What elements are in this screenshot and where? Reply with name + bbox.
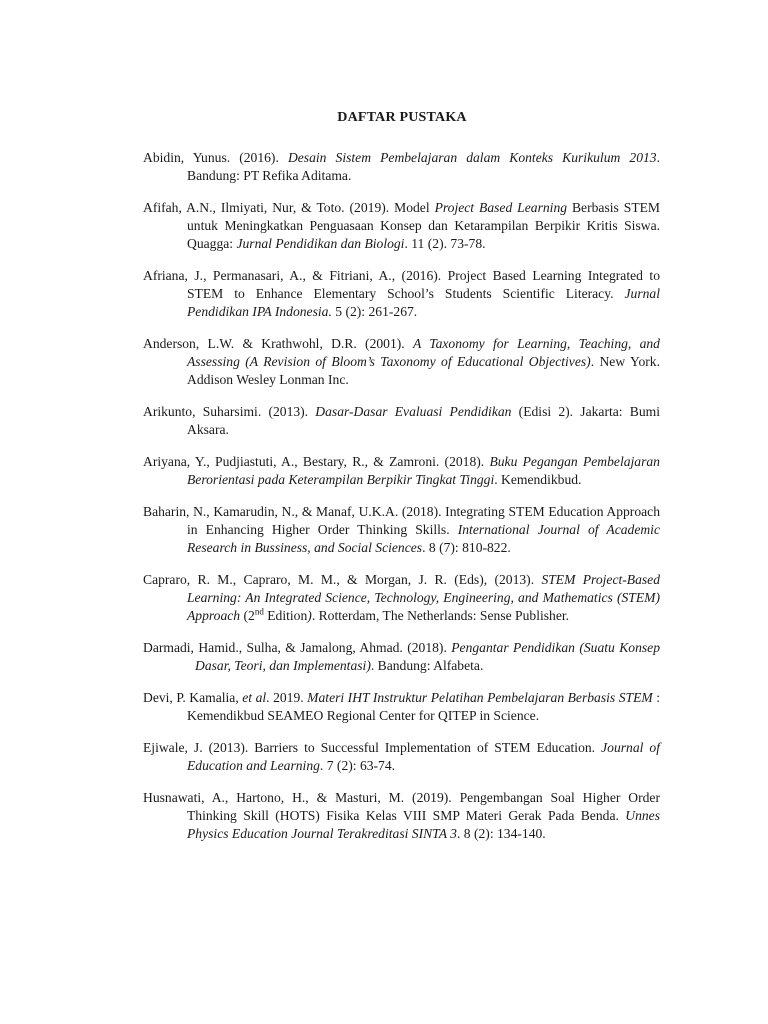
reference-italic-text: International Journal of Academic Research in Bussiness, and Social Sciences (187, 522, 660, 555)
reference-italic-text: Unnes Physics Education Journal Terakreditasi SINTA 3 (187, 808, 660, 841)
reference-italic-text: Journal of Education and Learning (187, 740, 660, 773)
reference-italic-text: Buku Pegangan Pembelajaran Berorientasi pada Keterampilan Berpikir Tingkat Tinggi (187, 454, 660, 487)
reference-entry (143, 335, 660, 389)
reference-entry (143, 199, 660, 253)
reference-entry (143, 639, 660, 675)
reference-text: Edition (263, 608, 308, 623)
reference-text: Darmadi, Hamid., Sulha, & Jamalong, Ahmad. (2018). (143, 640, 452, 655)
reference-superscript: nd (254, 606, 264, 617)
reference-text: . New York. Addison Wesley Lonman Inc. (187, 354, 660, 387)
reference-entry (143, 739, 660, 775)
reference-entry (143, 503, 660, 557)
reference-text: . Bandung: PT Refika Aditama. (187, 150, 660, 183)
reference-text: . 8 (7): 810-822. (422, 540, 511, 555)
reference-italic-text: ) (307, 608, 312, 623)
reference-text: Husnawati, A., Hartono, H., & Masturi, M. (2019). Pengembangan Soal Higher Order Thinking Skill (HOTS) Fisika Kelas VIII SMP Materi Gerak Pada Benda. (143, 790, 660, 823)
reference-text: . 8 (2): 134-140. (456, 826, 546, 841)
reference-italic-text: Jurnal Pendidikan dan Biologi (236, 236, 405, 251)
reference-text: : Kemendikbud SEAMEO Regional Center for QITEP in Science. (187, 690, 660, 723)
reference-text: . Kemendikbud. (494, 472, 582, 487)
reference-text: Berbasis STEM untuk Meningkatkan Penguasaan Konsep dan Ketarampilan Berpikir Kritis Siswa. Quagga: (187, 200, 661, 251)
reference-text: . 2019. (266, 690, 308, 705)
reference-text: Devi, P. Kamalia, (143, 690, 243, 705)
reference-entry (143, 267, 660, 321)
reference-text: Afifah, A.N., Ilmiyati, Nur, & Toto. (2019). Model (143, 200, 435, 215)
reference-text: Afriana, J., Permanasari, A., & Fitriani, A., (2016). Project Based Learning Integrated to STEM to Enhance Elementary School’s Students Scientific Literacy. (143, 268, 660, 301)
reference-entry (143, 453, 660, 489)
reference-italic-text: Desain Sistem Pembelajaran dalam Konteks Kurikulum 2013 (287, 150, 657, 165)
reference-text: (2 (240, 608, 255, 623)
reference-text: Arikunto, Suharsimi. (2013). (143, 404, 316, 419)
reference-italic-text: STEM Project-Based Learning: An Integrated Science, Technology, Engineering, and Mathematics (STEM) Approach (187, 572, 661, 623)
reference-italic-text: Project Based Learning (434, 200, 568, 215)
reference-entry (143, 571, 660, 625)
reference-text: . Rotterdam, The Netherlands: Sense Publisher. (311, 608, 570, 623)
reference-entry (143, 149, 660, 185)
reference-text: 5 (2): 261-267. (331, 304, 418, 319)
reference-entry (143, 789, 660, 843)
reference-text: Abidin, Yunus. (2016). (143, 150, 288, 165)
reference-italic-text: Pengantar Pendidikan (Suatu Konsep Dasar, Teori, dan Implementasi) (195, 640, 661, 673)
reference-italic-text: Jurnal Pendidikan IPA Indonesia. (187, 286, 660, 319)
reference-text: (Edisi 2). Jakarta: Bumi Aksara. (187, 404, 660, 437)
reference-text: Ejiwale, J. (2013). Barriers to Successful Implementation of STEM Education. (143, 740, 602, 755)
reference-list (143, 149, 660, 857)
reference-text: . 11 (2). 73-78. (404, 236, 486, 251)
reference-italic-text: A Taxonomy for Learning, Teaching, and Assessing (A Revision of Bloom’s Taxonomy of Educational Objectives) (187, 336, 660, 369)
reference-entry (143, 403, 660, 439)
reference-text: . 7 (2): 63-74. (319, 758, 396, 773)
reference-text: . Bandung: Alfabeta. (370, 658, 484, 673)
reference-italic-text: Materi IHT Instruktur Pelatihan Pembelajaran Berbasis STEM (307, 690, 653, 705)
page-title: DAFTAR PUSTAKA (337, 110, 467, 125)
reference-italic-text: Dasar-Dasar Evaluasi Pendidikan (315, 404, 512, 419)
reference-text: Baharin, N., Kamarudin, N., & Manaf, U.K.A. (2018). Integrating STEM Education Approach in Enhancing Higher Order Thinking Skills. (143, 504, 660, 537)
reference-entry (143, 689, 660, 725)
reference-text: Anderson, L.W. & Krathwohl, D.R. (2001). (143, 336, 413, 351)
reference-italic-text: et al (242, 690, 267, 705)
reference-text: Capraro, R. M., Capraro, M. M., & Morgan, J. R. (Eds), (2013). (143, 572, 542, 587)
reference-text: Ariyana, Y., Pudjiastuti, A., Bestary, R., & Zamroni. (2018). (143, 454, 490, 469)
